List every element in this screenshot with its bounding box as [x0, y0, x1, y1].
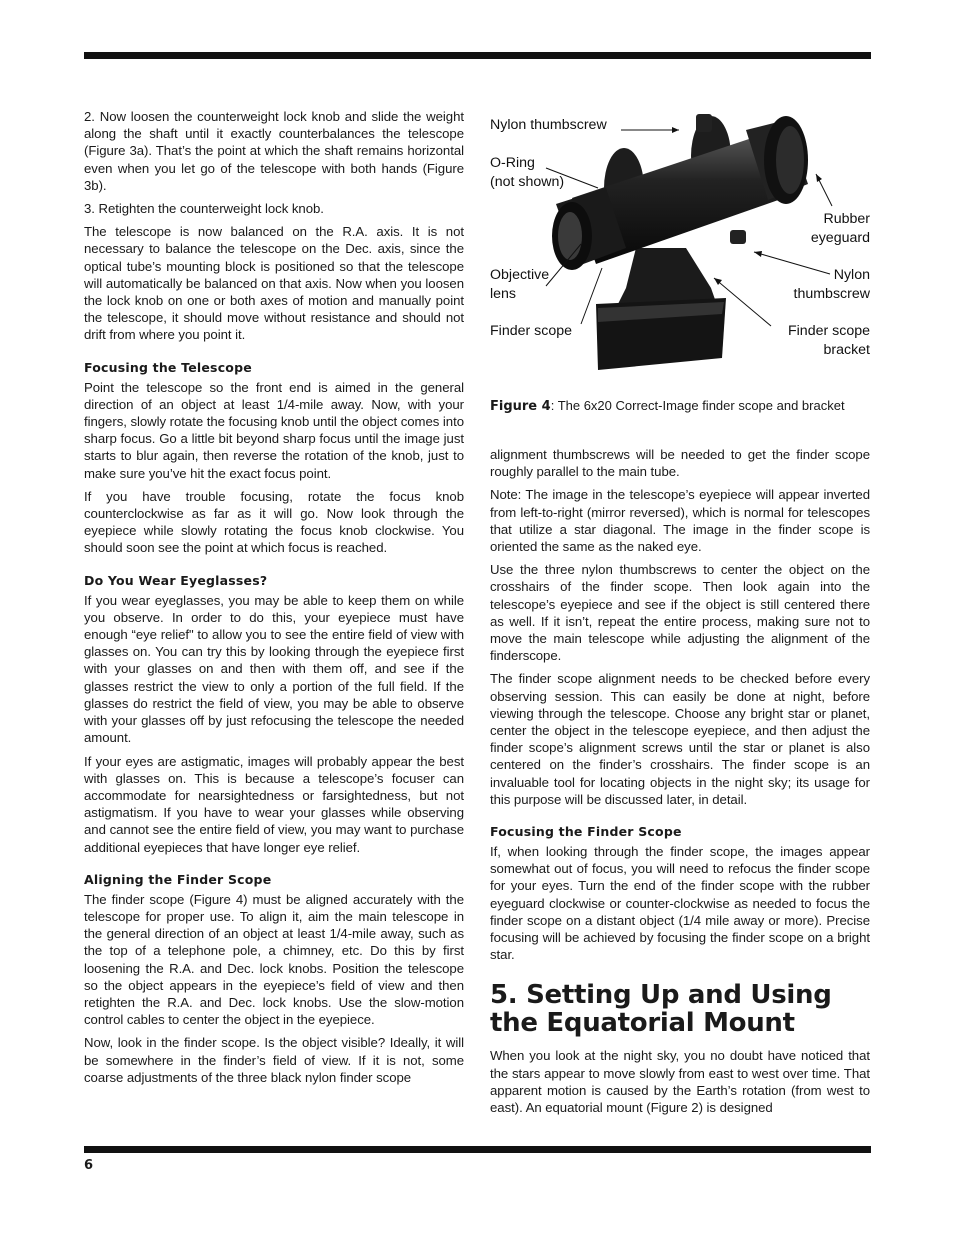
paragraph: 3. Retighten the counterweight lock knob.: [84, 201, 324, 217]
paragraph: If you wear eyeglasses, you may be able to keep them on while you observe. In order to do this, your eyepiece must have enough “eye relief" to allow you to see the entire field of view with glasses on. You can try this by looking through the eyepiece first with your glasses on and then with them off, and see if the glasses restrict the view to only a portion of the full field. If the glasses do restrict the field of view, you may be able to observe with your glasses off by just refocusing the telescope the needed amount.: [84, 592, 464, 746]
paragraph: alignment thumbscrews will be needed to get the finder scope roughly parallel to the main tube.: [490, 447, 870, 480]
label-eyeguard: eyeguard: [810, 230, 870, 246]
paragraph: If your eyes are astigmatic, images will probably appear the best with glasses on. This is because a telescope’s focuser can accommodate for nearsightedness or farsightedness, but not astigmatism. If you have to wear your glasses while observing and cannot see the entire field of view, you may want to purchase additional eyepieces that have longer eye relief.: [84, 753, 464, 855]
label-finder-scope-bracket-2: bracket: [823, 342, 870, 358]
page-number: 6: [84, 1158, 94, 1173]
label-finder-scope-bracket-1: Finder scope: [787, 323, 870, 339]
label-rubber: Rubber: [823, 211, 870, 227]
label-nylon: Nylon: [833, 267, 870, 283]
label-thumbscrew: thumbscrew: [793, 286, 870, 302]
top-rule: [84, 52, 871, 59]
label-nylon-thumbscrew-top: Nylon thumbscrew: [490, 117, 607, 133]
paragraph: Point the telescope so the front end is aimed in the general direction of an object at least 1/4-mile away. Now, with your fingers, slowly rotate the focusing knob until the object comes into sharp focus. Go a little bit beyond sharp focus until the image just starts to blur again, then reverse the rotation of the knob, just to make sure you’ve hit the exact focus point.: [84, 379, 464, 481]
label-objective: Objective: [490, 267, 550, 283]
heading-aligning-finder: Aligning the Finder Scope: [84, 871, 272, 887]
label-lens: lens: [490, 286, 517, 302]
caption-figure-number: Figure 4: [490, 399, 551, 414]
label-finder-scope: Finder scope: [490, 323, 573, 339]
paragraph: Use the three nylon thumbscrews to center the object on the crosshairs of the finder scope. Then look again into the telescope’s eyepiece and see if the object is still centered there as well. If it isn’t, repeat the entire process, making sure not to move the main telescope while adjusting the alignment of the finderscope.: [490, 562, 870, 664]
label-oring-note: (not shown): [490, 174, 565, 190]
caption-text: : The 6x20 Correct-Image finder scope and bracket: [550, 398, 845, 413]
paragraph: The telescope is now balanced on the R.A. axis. It is not necessary to balance the telescope on the Dec. axis, since the optical tube’s mounting block is positioned so that the telescope will automatically be balanced on that axis. Now when you loosen the lock knob on one or both axes of motion and manually point the telescope, it should move without resistance and should not drift from where you point it.: [84, 224, 464, 343]
paragraph: If you have trouble focusing, rotate the focus knob counterclockwise as far as it will go. Now look through the eyepiece while slowly rotating the focus knob clockwise. You should soon see the point at which focus is reached.: [84, 488, 464, 556]
paragraph: Now, look in the finder scope. Is the object visible? Ideally, it will be somewhere in the finder’s field of view. If it is not, some coarse adjustments of the three black nylon finder scope: [84, 1035, 464, 1085]
paragraph: The finder scope (Figure 4) must be aligned accurately with the telescope for proper use. To align it, aim the main telescope in the general direction of an object at least 1/4-mile away, such as the top of a telephone pole, a chimney, etc. Do this by first loosening the R.A. and Dec. lock knobs. Position the telescope so the object appears in the eyepiece’s field of view and then retighten the R.A. and Dec. lock knobs. Use the slow-motion control cables to center the object in the eyepiece.: [84, 891, 464, 1028]
figure-caption: [490, 397, 874, 415]
left-column: [84, 108, 464, 1092]
section-title: 5. Setting Up and Using the Equatorial Mount: [490, 980, 832, 1039]
label-oring: O-Ring: [490, 155, 535, 171]
finder-scope-photo: [486, 108, 874, 398]
heading-focusing-finder: Focusing the Finder Scope: [490, 824, 682, 840]
right-column: [490, 446, 870, 1122]
paragraph: When you look at the night sky, you no doubt have noticed that the stars appear to move slowly from east to west over time. That apparent motion is caused by the Earth’s rotation (from west to east). An equatorial mount (Figure 2) is designed: [490, 1048, 870, 1116]
paragraph: The finder scope alignment needs to be checked before every observing session. This can easily be done at night, before viewing through the telescope. Choose any bright star or planet, center the object in the telescope eyepiece, and then adjust the finder scope’s alignment screws until the star or planet is also centered on the finder’s crosshairs. The finder scope is an invaluable tool for locating objects in the night sky; its usage for this purpose will be discussed later, in detail.: [490, 671, 870, 807]
heading-eyeglasses: Do You Wear Eyeglasses?: [84, 572, 268, 588]
heading-focusing-telescope: Focusing the Telescope: [84, 359, 252, 375]
bottom-rule: [84, 1146, 871, 1153]
paragraph: Note: The image in the telescope’s eyepiece will appear inverted from left-to-right (mirror reversed), which is normal for telescopes that utilize a star diagonal. The image in the finder scope is oriented the same as the naked eye.: [490, 487, 870, 555]
finder-scope-figure: [486, 108, 874, 418]
paragraph: 2. Now loosen the counterweight lock knob and slide the weight along the shaft until it exactly counterbalances the telescope (Figure 3a). That’s the point at which the shaft remains horizontal even when you let go of the telescope with both hands (Figure 3b).: [84, 109, 464, 193]
paragraph: If, when looking through the finder scope, the images appear somewhat out of focus, you will need to refocus the finder scope for your eyes. Turn the end of the finder scope with the rubber eyeguard clockwise or counter-clockwise as needed to focus the finder scope on a distant object (1/4 mile away or more). Precise focusing will be achieved by focusing the finder scope on a bright star.: [490, 844, 870, 963]
